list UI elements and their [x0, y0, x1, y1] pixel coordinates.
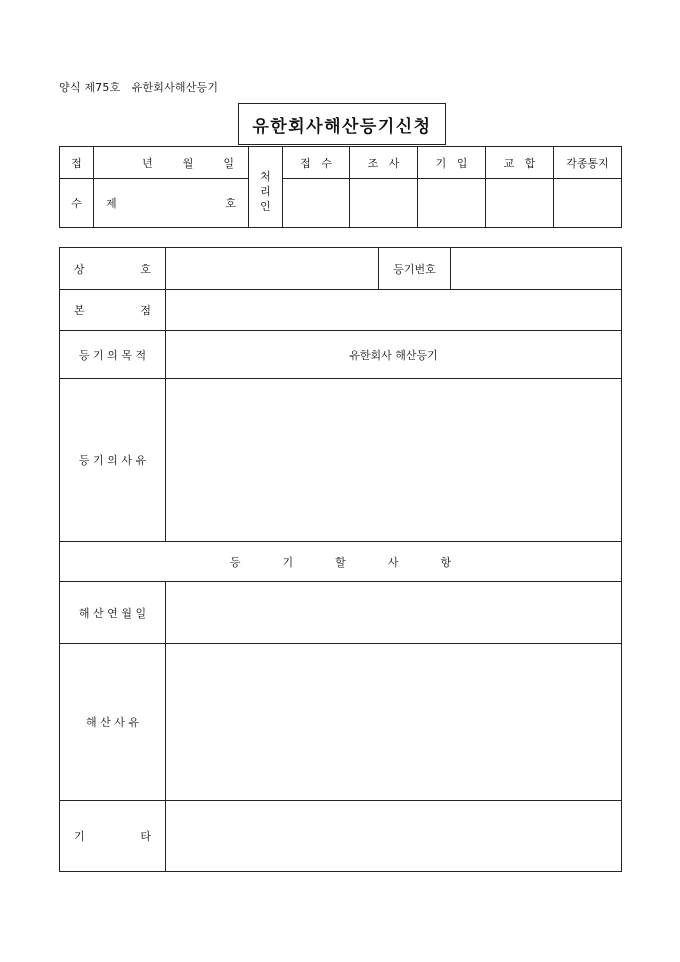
- dissolution-date-field[interactable]: [166, 582, 622, 644]
- col-header-entry-b: 입: [456, 156, 468, 170]
- trade-name-char-2: 호: [140, 262, 151, 276]
- other-char-2: 타: [140, 830, 151, 843]
- purpose-char-5: 적: [135, 348, 147, 362]
- col-header-review: [350, 147, 418, 179]
- purpose-char-1: 등: [78, 348, 90, 362]
- number-suffix-label: 호: [225, 197, 236, 210]
- collation-stamp-cell[interactable]: [486, 179, 554, 228]
- purpose-label: [60, 331, 166, 379]
- col-header-notices: 각종통지: [554, 147, 622, 179]
- dissolution-date-char-2: 산: [93, 606, 104, 620]
- reg-number-label: 등기번호: [379, 248, 451, 290]
- cause-char-1: 등: [78, 454, 90, 467]
- dissolution-reason-char-2: 산: [100, 716, 111, 729]
- month-label: 월: [182, 156, 194, 170]
- dissolution-reason-field[interactable]: [166, 644, 622, 801]
- receipt-stamp-cell[interactable]: [283, 179, 350, 228]
- form-number-note: 양식 제75호 유한회사해산등기: [59, 81, 219, 94]
- matters-header: [60, 542, 622, 582]
- col-header-review-b: 사: [388, 156, 400, 170]
- review-stamp-cell[interactable]: [350, 179, 418, 228]
- receipt-table: [59, 146, 622, 228]
- head-office-field[interactable]: [166, 290, 622, 331]
- reg-number-field[interactable]: [451, 248, 622, 290]
- col-header-collation-b: 합: [524, 156, 536, 170]
- head-office-char-1: 본: [74, 304, 85, 317]
- cause-char-2: 기: [93, 454, 104, 467]
- cause-char-3: 의: [107, 454, 118, 467]
- col-header-entry: [418, 147, 486, 179]
- purpose-char-2: 기: [93, 348, 104, 362]
- col-header-receipt-a: 접: [300, 156, 311, 170]
- other-label: [60, 801, 166, 872]
- col-header-entry-a: 기: [435, 156, 447, 170]
- application-table: [59, 247, 622, 872]
- purpose-char-4: 목: [121, 348, 132, 362]
- processor-label: [249, 147, 283, 228]
- col-header-receipt: [283, 147, 350, 179]
- col-header-receipt-b: 수: [321, 156, 332, 170]
- receipt-label-top: 접: [60, 147, 94, 179]
- processor-char-3: 인: [260, 199, 271, 213]
- matters-char-4: 사: [387, 555, 399, 569]
- dissolution-date-char-1: 해: [78, 606, 90, 620]
- receipt-number-cell[interactable]: [94, 179, 249, 228]
- cause-char-4: 사: [121, 454, 132, 467]
- matters-char-3: 할: [335, 555, 346, 569]
- year-label: 년: [142, 156, 153, 170]
- dissolution-date-label: [60, 582, 166, 644]
- col-header-collation: [486, 147, 554, 179]
- trade-name-label: [60, 248, 166, 290]
- dissolution-reason-char-1: 해: [85, 716, 97, 729]
- notices-stamp-cell[interactable]: [554, 179, 622, 228]
- head-office-char-2: 점: [140, 304, 151, 317]
- matters-char-2: 기: [282, 555, 294, 569]
- receipt-label-bottom: 수: [60, 179, 94, 228]
- cause-label: [60, 379, 166, 542]
- dissolution-reason-label: [60, 644, 166, 801]
- col-header-review-a: 조: [367, 156, 379, 170]
- trade-name-char-1: 상: [74, 262, 85, 276]
- dissolution-reason-char-4: 유: [128, 716, 140, 729]
- entry-stamp-cell[interactable]: [418, 179, 486, 228]
- receipt-date-cell[interactable]: [94, 147, 249, 179]
- purpose-value[interactable]: 유한회사 해산등기: [166, 331, 622, 379]
- dissolution-date-char-4: 월: [121, 606, 132, 620]
- matters-char-1: 등: [229, 555, 241, 569]
- trade-name-field[interactable]: [166, 248, 379, 290]
- day-label: 일: [223, 156, 234, 170]
- head-office-label: [60, 290, 166, 331]
- processor-char-2: 리: [260, 184, 271, 198]
- other-field[interactable]: [166, 801, 622, 872]
- matters-char-5: 항: [440, 555, 452, 569]
- other-char-1: 기: [74, 830, 85, 843]
- col-header-collation-a: 교: [503, 156, 515, 170]
- dissolution-date-char-3: 연: [107, 606, 118, 620]
- dissolution-date-char-5: 일: [135, 606, 147, 620]
- purpose-char-3: 의: [107, 348, 118, 362]
- processor-char-1: 처: [260, 169, 271, 183]
- dissolution-reason-char-3: 사: [114, 716, 125, 729]
- form-title: 유한회사해산등기신청: [238, 103, 446, 145]
- cause-char-5: 유: [135, 454, 147, 467]
- cause-field[interactable]: [166, 379, 622, 542]
- number-prefix-label: 제: [106, 197, 117, 210]
